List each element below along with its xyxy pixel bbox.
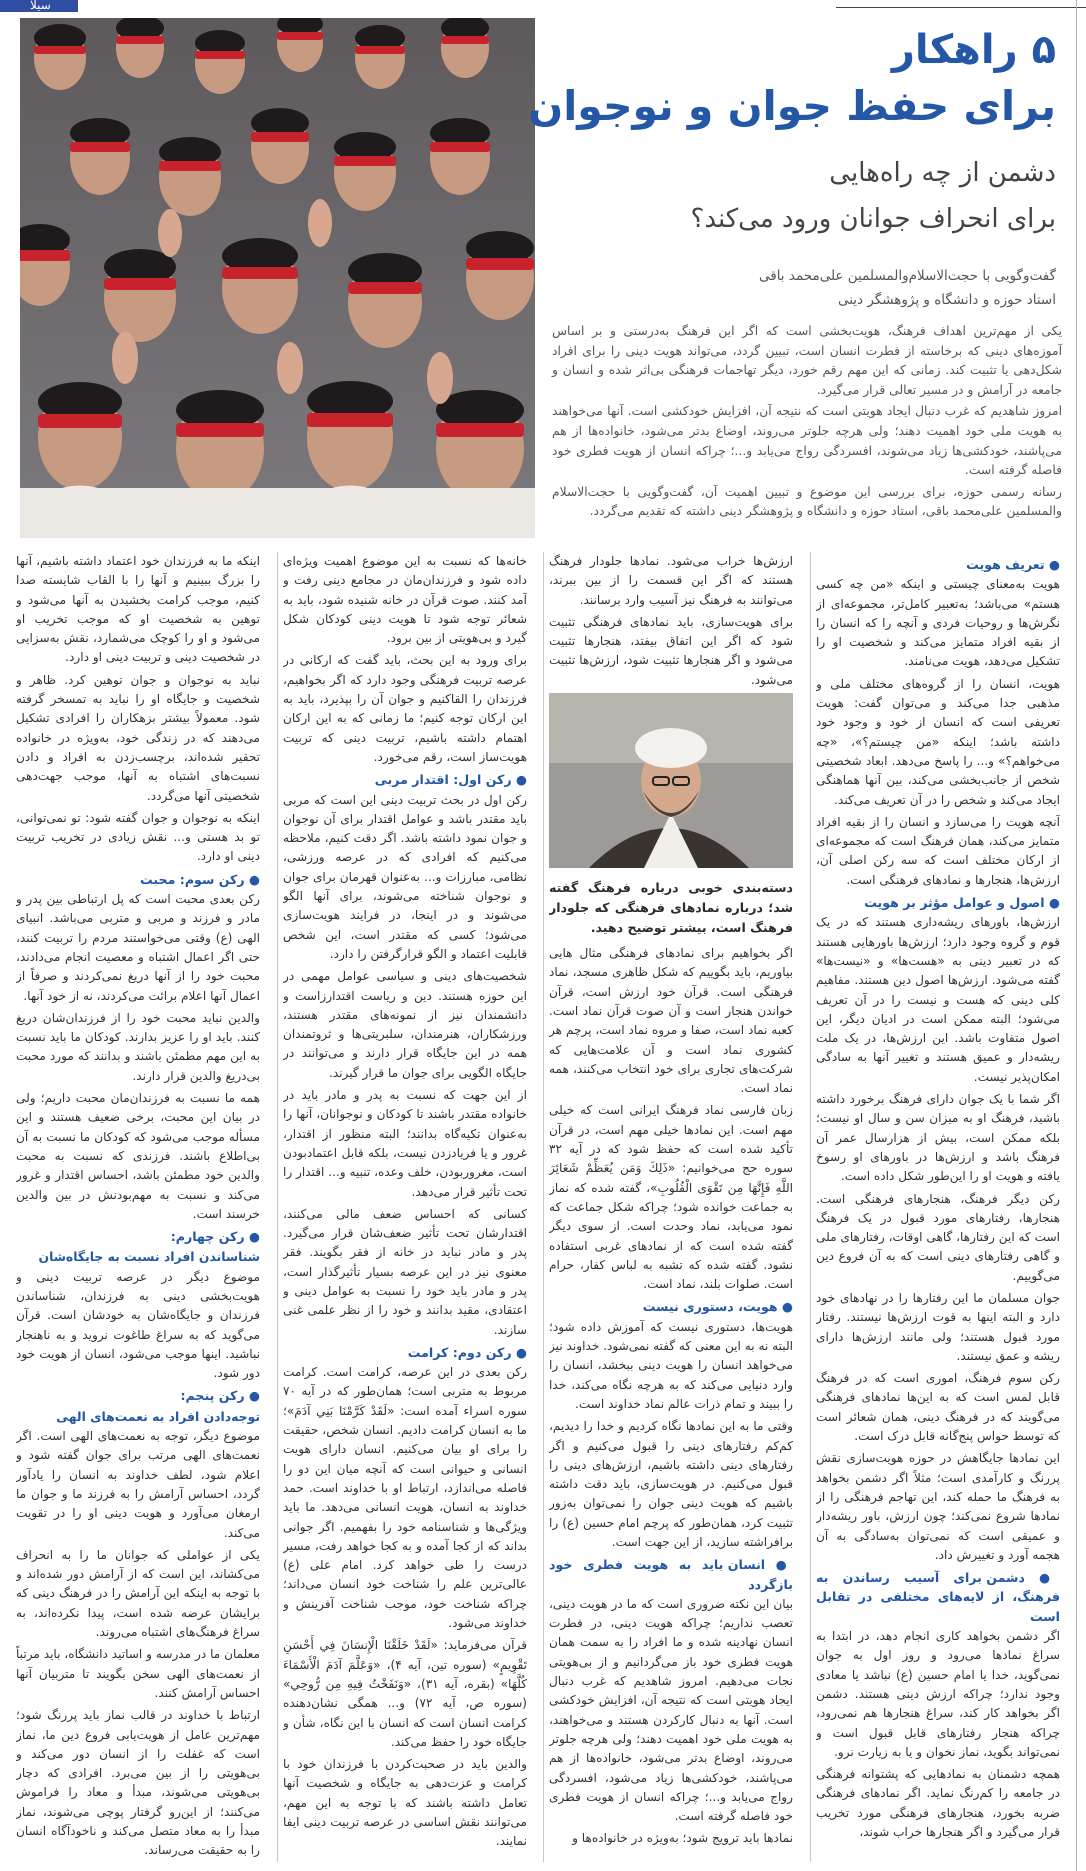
interview-credit bbox=[556, 264, 1056, 312]
paragraph: نمادها باید ترویج شود؛ به‌ویژه در خانواده‌ها و bbox=[572, 1831, 793, 1846]
crowd-photo bbox=[20, 18, 535, 538]
paragraph: جوان مسلمان ما این رفتارها را در نهادهای خود دارد و البته اینها به قوت ارزش‌ها نیستند. رفتار مورد قبول هستند؛ ولی مانند ارزش‌ها دارای ریشه و عمق نیستند. bbox=[816, 1290, 1060, 1363]
masthead-fragment: سیلا bbox=[30, 0, 51, 12]
interview-line-2: استاد حوزه و دانشگاه و پژوهشگر دینی bbox=[837, 292, 1056, 308]
bullet-icon: ● bbox=[244, 871, 260, 887]
column-2 bbox=[549, 552, 793, 1862]
paragraph: هویت، انسان را از گروه‌های مختلف ملی و مذهبی جدا می‌کند و می‌توان گفت: هویت تعریفی است که انسان از خود و وجود خود داشته باشد؛ اینکه «من چیستم؟»، «چه می‌خواهم؟» و... را پاسخ می‌دهد. ابعاد شخصیتی شخص از جانب‌بخشی می‌کند، بین آنها هماهنگی ایجاد می‌کند و شخص را در آن تعریف می‌کند. bbox=[816, 676, 1060, 807]
bullet-icon: ● bbox=[244, 1388, 260, 1404]
paragraph: رکن اول در بحث تربیت دینی این است که مربی باید مقتدر باشد و عوامل اقتدار برای آن نوجوان و جوان نمود داشته باشد. اگر دقت کنیم، ملاحظه می‌کنیم که افرادی که در عرصه ورزشی، نظامی، مبارزات و... به‌عنوان قهرمان برای جوان و نوجوان شناخته می‌شوند، برای آنها الگو می‌شوند و در اینجا، در فرایند هویت‌سازی می‌شود؛ کسی که مقتدر است، این شخص قابلیت اعتماد و الگو قرارگرفتن را دارد. bbox=[283, 792, 527, 961]
paragraph: شخصیت‌های دینی و سیاسی عوامل مهمی در این حوزه هستند. دین و ریاست اقتدارزاست و دانشمندان نیز از نمونه‌های مقتدر هستند، ورزشکاران، هنرمندان، سلبریتی‌ها و ثروتمندان همه در این جایگاه قرار دارند و می‌توانند در جایگاه الگویی برای جوان ما قرار گیرند. bbox=[283, 969, 527, 1080]
column-rule bbox=[543, 552, 544, 1862]
headline bbox=[528, 22, 1056, 134]
article-body bbox=[16, 552, 1060, 1862]
section-heading bbox=[16, 870, 260, 889]
paragraph: رکن بعدی محبت است که پل ارتباطی بین پدر و مادر و فرزند و مربی و متربی می‌باشد. انبیای الهی (ع) وقتی می‌خواستند مردم را تربیت کنند، حتی اگر اعمال اشتباه و معصیت انجام می‌دادند، محبت خود را از آنها دریغ نمی‌کردند و صرفاً از اعمال آنها اعلام برائت می‌کردند، نه از خود آنها. bbox=[16, 892, 260, 1003]
paragraph: بیان این نکته ضروری است که ما در هویت دینی، تعصب نداریم؛ چراکه هویت دینی، در فطرت انسان نهادینه شده و ما افراد را به سمت همان هویت فطری خود باز می‌گردانیم و از بی‌هویتی نجات می‌دهیم. امروز شاهدیم که غرب دنبال ایجاد هویتی است که نتیجه آن، افزایش خودکشی است. آنها به دنبال کارکردن هستند و می‌خواهند، به هویت ملی خود اهمیت دهند؛ ولی هرچه جلوتر می‌روند، اوضاع بدتر می‌شود، خانواده‌ها از هم می‌پاشند، خودکشی‌ها زیاد می‌شود، افسردگی رواج می‌یابد و...؛ چراکه انسان از هویت فطری خود فاصله گرفته است. bbox=[549, 1596, 793, 1824]
paragraph: خانه‌ها که نسبت به این موضوع اهمیت ویژه‌ای داده شود و فرزندان‌مان در مجامع دینی رفت و آمد کنند. صوت قرآن در خانه شنیده شود، باید به شعائر توجه شود تا هویت دینی کودکان شکل گیرد و بی‌هویتی از بین برود. bbox=[283, 554, 527, 646]
paragraph: همه ما نسبت به فرزندان‌مان محبت داریم؛ ولی در بیان این محبت، برخی ضعیف هستند و این مسأله موجب می‌شود که کودکان ما نسبت به آن بی‌اطلاع باشند. فرزندی که نسبت به محبت والدین خود مطمئن باشد، احساس اقتدار و غرور می‌کند و نسبت به مهم‌بودنش در بین والدین خرسند است. bbox=[16, 1091, 260, 1221]
headline-line-2: برای حفظ جوان و نوجوان bbox=[528, 82, 1056, 130]
pull-quote: دسته‌بندی خوبی درباره فرهنگ گفته شد؛ درباره نمادهای فرهنگی که جلودار فرهنگ است، بیشتر توضیح دهید. bbox=[549, 880, 793, 936]
section-subheading: شناساندن افراد نسبت به جایگاه‌شان bbox=[38, 1249, 260, 1265]
paragraph: اینکه به نوجوان و جوان گفته شود: تو نمی‌توانی، تو بد هستی و... نقش زیادی در تخریب تربیت دینی او دارد. bbox=[16, 810, 260, 864]
bullet-icon: ● bbox=[244, 1229, 260, 1245]
paragraph: آنچه هویت را می‌سازد و انسان را از بقیه افراد متمایز می‌کند، همان فرهنگ است که مجموعه‌ای از ارکان مختلف است که سه رکن اصلی آن، ارزش‌ها، هنجارها و نمادهای فرهنگی است. bbox=[816, 814, 1060, 887]
subheadline bbox=[556, 150, 1056, 242]
page-edge-rule bbox=[1076, 0, 1077, 1871]
section-heading-text: انسان باید به هویت فطری خود بازگردد bbox=[549, 1557, 793, 1592]
bullet-icon: ● bbox=[777, 1299, 793, 1315]
paragraph: هویت‌ها، دستوری نیست که آموزش داده شود؛ البته نه به این معنی که گفته نمی‌شود. خداوند نیز می‌خواهد انسان را هویت دینی ببخشد، انسان را وارد دنیایی می‌کند که به هرچه نگاه می‌کند، خدا را ببیند و تمام ذرات عالم نماد خداوند است. bbox=[549, 1319, 793, 1411]
paragraph: یکی از عواملی که جوانان ما را به انحراف می‌کشاند، این است که از آرامش دور شده‌اند و با توجه به اینکه این آرامش را در فرهنگ دینی که برایشان عرضه شده است، پیدا نکرده‌اند، به سراغ فرهنگ‌های اشتباه می‌روند. bbox=[16, 1547, 260, 1640]
column-1 bbox=[816, 552, 1060, 1862]
paragraph: ارزش‌ها خراب می‌شود. نمادها جلودار فرهنگ هستند که اگر این قسمت را از بین ببرند، می‌توانند به فرهنگ نیز آسیب وارد برسانند. bbox=[549, 554, 793, 607]
paragraph: هویت به‌معنای چیستی و اینکه «من چه کسی هستم» می‌باشد؛ به‌تعبیر کامل‌تر، مجموعه‌ای از نگرش‌ها و روحیات فردی و آنچه را که انسان را از بقیه افراد متمایز می‌کند و شخصیت او را تشکیل می‌دهد، هویت می‌نامند. bbox=[816, 577, 1060, 669]
paragraph: زبان فارسی نماد فرهنگ ایرانی است که خیلی مهم است. این نمادها خیلی مهم است، در قرآن تأکید شده است که حفظ شود که در آیه ۳۲ سوره حج می‌خوانیم: «ذَلِكَ وَمَن يُعَظِّمْ شَعَائِرَ اللَّهِ فَإِنَّهَا مِن تَقْوَى الْقُلُوبِ»، گفته شده که نماز به جماعت خوانده شود؛ چراکه شکل جماعت که نمود می‌یابد، نماد وحدت است. از سوی دیگر گفته شده است که از نمادهای غربی استفاده نشود. گفته شده که تشبه به لباس کفار، حرام است. صلوات بلند، نماد است. bbox=[549, 1103, 793, 1292]
headline-line-1: ۵ راهکار bbox=[891, 27, 1056, 73]
cleric-portrait bbox=[549, 693, 793, 868]
paragraph: ارتباط با خداوند در قالب نماز باید پررنگ شود؛ مهم‌ترین عامل از هویت‌یابی فروع دین ما، نماز است که غفلت را از انسان دور می‌کند و بی‌هویتی را از بین می‌برد. افرادی که دچار بی‌هویتی می‌شوند، مبدأ و معاد را فراموش می‌کنند؛ از این‌رو گرفتار پوچی می‌شوند، نماز مبدأ را به معاد متصل می‌کند و ناخودآگاه انسان را به حقیقت می‌رساند. bbox=[16, 1708, 260, 1858]
column-rule bbox=[277, 552, 278, 1862]
top-bar bbox=[0, 0, 1086, 14]
paragraph: اینکه ما به فرزندان خود اعتماد داشته باشیم، آنها را بزرگ ببینیم و آنها را با القاب شایسته صدا کنیم، موجب کرامت بخشیدن به آنها می‌شود و توهین به شخصیت او که موجب تخریب او می‌شود و او را کوچک می‌شمارد، نقش به‌سزایی در شخصیت دینی و تربیت دینی او دارد. bbox=[16, 554, 260, 665]
section-heading bbox=[549, 1297, 793, 1316]
section-heading bbox=[549, 1555, 793, 1594]
bullet-icon: ● bbox=[511, 1344, 527, 1360]
section-heading-text: رکن سوم: محبت bbox=[140, 871, 245, 887]
paragraph: معلمان ما در مدرسه و اساتید دانشگاه، باید مرتباً از نعمت‌های الهی سخن بگویند تا متربیان آنها احساس آرامش کنند. bbox=[16, 1647, 260, 1700]
paragraph: از این جهت که نسبت به پدر و مادر باید در خانواده مقتدر باشند تا کودکان و نوجوانان، آنها را به‌عنوان تکیه‌گاه بدانند؛ البته منظور از اقتدار، غرور و یا فریادزدن نیست، بلکه قابل اعتمادبودن است، مغروربودن، خلف وعده، تنبیه و... اقتدار را تحت تأثیر قرار می‌دهد. bbox=[283, 1088, 527, 1199]
paragraph: این نمادها جایگاهش در حوزه هویت‌سازی نقش پررنگ و کارآمدی است؛ مثلاً اگر دشمن بخواهد به فرهنگ ما حمله کند، این تهاجم فرهنگی را از نمادها شروع نمی‌کند؛ چون ارزش، باور ریشه‌دار و عمیقی است که نمی‌توان به‌سادگی به آن هجمه آورد و تغییرش داد. bbox=[816, 1451, 1060, 1562]
column-rule bbox=[810, 552, 811, 1862]
paragraph: اگر دشمن بخواهد کاری انجام دهد، در ابتدا به سراغ نمادها می‌رود و روز اول به جوان نمی‌گوید، خدا یا امام حسین (ع) نباشد یا معادی وجود ندارد؛ چراکه ارزش دینی هستند. دشمن اگر بخواهد کار کند، سراغ هنجارها هم نمی‌رود، چراکه هنجار رفتارهای قابل قبول است و نمی‌تواند بگوید، نماز نخوان و یا به زیارت نرو. bbox=[816, 1629, 1060, 1759]
bullet-icon: ● bbox=[1044, 895, 1060, 911]
section-heading bbox=[816, 555, 1060, 574]
paragraph: ارزش‌ها، باورهای ریشه‌داری هستند که در یک قوم و گروه وجود دارد؛ ارزش‌ها باورهایی هستند که در تعبیر دینی به «هست‌ها» و «نیست‌ها» گفته می‌شود. ارزش‌ها اصول دین هستند. مفاهیم کلی دینی که هست و نیست را در آن تعریف می‌شود؛ البته ممکن است در ادیان دیگر، این اصول متفاوت باشد. این ارزش‌ها، در یک ملت ریشه‌دار و عمیق هستند و تغییر آنها به سادگی امکان‌پذیر نیست. bbox=[816, 915, 1060, 1084]
bullet-icon: ● bbox=[511, 772, 527, 788]
paragraph: اگر شما با یک جوان دارای فرهنگ برخورد داشته باشید، فرهنگ او به میزان سن و سال او نیست؛ بلکه ممکن است، بیش از هزارسال عمر آن فرهنگ باشد و ارزش‌ها در باورهای او رسوخ یافته و هویت او را این‌طور شکل داده است. bbox=[816, 1092, 1060, 1184]
section-heading bbox=[283, 1343, 527, 1362]
paragraph: والدین باید در صحبت‌کردن با فرزندان خود با کرامت و عزت‌دهی به جایگاه و شخصیت آنها تعامل داشته باشند که با توجه به این مهم، می‌توانند نقش اساسی در عرصه تربیت دینی ایفا نمایند. bbox=[283, 1757, 527, 1849]
section-heading-text: اصول و عوامل مؤثر بر هویت bbox=[864, 895, 1045, 911]
section-heading-text: دشمن برای آسیب رساندن به فرهنگ، از لایه‌های مختلفی در تقابل است bbox=[816, 1570, 1060, 1624]
interview-line-1: گفت‌وگویی با حجت‌الاسلام‌والمسلمین علی‌محمد باقی bbox=[758, 268, 1056, 284]
section-heading-text: رکن پنجم: bbox=[180, 1388, 245, 1404]
section-heading bbox=[16, 1386, 260, 1405]
paragraph: موضوع دیگر، توجه به نعمت‌های الهی است. اگر نعمت‌های الهی مرتب برای جوان گفته شود و اعلام شود، لطف خداوند به انسان را یادآور گردد، احساس آرامش را به فرزند ما و جوان ما ارمغان می‌آورد و هویت دینی او را در تقویت می‌کند. bbox=[16, 1429, 260, 1540]
paragraph: اگر بخواهیم برای نمادهای فرهنگی مثال هایی بیاوریم، باید بگوییم که شکل ظاهری مسجد، نماد فرهنگی است. قرآن خود ارزش است، قرآن خواندن هنجار است و آن صوت قرآن نماد است. کعبه نماد است، صفا و مروه نماد است، پرچم هر کشوری نماد است و آن علامت‌هایی که شرکت‌های تجاری برای خود انتخاب می‌کنند، همه نماد است. bbox=[549, 946, 793, 1096]
paragraph: رکن دیگر فرهنگ، هنجارهای فرهنگی است. هنجارها، رفتارهای مورد قبول در یک فرهنگ است که این رفتارها، گاهی اوقات، رفتارهای ملی و گاهی رفتارهای دینی است که به آن فروع دین می‌گوییم. bbox=[816, 1191, 1060, 1283]
paragraph: رکن بعدی در این عرصه، کرامت است. کرامت مربوط به متربی است؛ همان‌طور که در آیه ۷۰ سوره اسراء آمده است: «لَقَدْ كَرَّمْنَا بَنِي آدَمَ»؛ ما به انسان کرامت دادیم. انسان شخص، حقیقت را برای او بیان می‌کنیم. انسان دارای هویت انسانی و حیوانی است که آنچه میان این دو را فاصله می‌اندازد، ارتباط او با خداوند است. حمد خداوند به انسان، هویت انسانی می‌دهد. ما باید ویژگی‌ها و شناسنامه خود را بفهمیم. اگر جوانی بداند که از کجا آمده و به کجا خواهد رفت، مسیر درست را طی خواهد کرد. امام علی (ع) عالی‌ترین علم را شناخت خود انسان می‌داند؛ چراکه شناخت خود، موجب شناخت آفرینش و خداوند می‌شود. bbox=[283, 1365, 527, 1631]
section-heading-text: تعریف هویت bbox=[966, 557, 1045, 572]
subheadline-line-1: دشمن از چه راه‌هایی bbox=[829, 158, 1056, 188]
lede-paragraph: رسانه رسمی حوزه، برای بررسی این موضوع و تبیین اهمیت آن، گفت‌وگویی با حجت‌الاسلام والمسلمین علی‌محمد باقی، استاد حوزه و دانشگاه و پژوهشگر دینی داشته که تقدیم می‌گردد. bbox=[552, 484, 1062, 519]
section-heading-text: هویت، دستوری نیست bbox=[642, 1299, 778, 1315]
paragraph: نباید به نوجوان و جوان توهین کرد. ظاهر و شخصیت و جایگاه او را نباید به تمسخر گرفته شود. معمولاً بیشتر بزهکاران را افرادی تشکیل می‌دهند که در زندگی خود، به‌ویژه در خانواده تحقیر شده‌اند، برچسب‌زدن به افراد و دادن نسبت‌های اشتباه به آنها، موجب جهت‌دهی شخصیتی آنها می‌گردد. bbox=[16, 672, 260, 803]
masthead-tab bbox=[0, 0, 78, 12]
section-heading-text: رکن دوم: کرامت bbox=[407, 1344, 512, 1360]
paragraph: کسانی که احساس ضعف مالی می‌کنند، اقتدارشان تحت تأثیر ضعف‌شان قرار می‌گیرد. پدر و مادر نباید در خانه از فقر بگویند. فقر معنوی نیز در این عرصه بسیار تأثیرگذار است، پدر و مادر باید خود را نسبت به عوامل دینی و اعتقادی، مقید بدانند و خود را از نظر علمی غنی سازند. bbox=[283, 1206, 527, 1337]
lede bbox=[552, 322, 1062, 524]
paragraph: رکن سوم فرهنگ، اموری است که در فرهنگ قابل لمس است که به این‌ها نمادهای فرهنگی می‌گویند که در فرهنگ دینی، همان شعائر است که توسط حواس پنج‌گانه قابل درک است. bbox=[816, 1371, 1060, 1444]
lede-paragraph: یکی از مهم‌ترین اهداف فرهنگ، هویت‌بخشی است که اگر این فرهنگ به‌درستی و بر اساس آموزه‌های دینی که برخاسته از فطرت انسان است، تبیین گردد، می‌تواند هویت دینی را برای افراد شکل‌دهی یا تثبیت کند. زمانی که این مهم رقم خورد، دیگر تهاجمات فرهنگی بی‌اثر شده و انسان و جامعه در آرامش و در مسیر تعالی قرار می‌گیرد. bbox=[552, 324, 1062, 397]
section-heading bbox=[816, 1568, 1060, 1626]
paragraph: برای هویت‌سازی، باید نمادهای فرهنگی تثبیت شود که اگر این اتفاق بیفتد، هنجارها تثبیت می‌شود و اگر هنجارها تثبیت شود، ارزش‌ها تثبیت می‌شود. bbox=[549, 614, 793, 687]
section-subheading: توجه‌دادن افراد به نعمت‌های الهی bbox=[56, 1408, 260, 1424]
section-heading-text: رکن چهارم: bbox=[170, 1229, 245, 1245]
paragraph: قرآن می‌فرماید: «لَقَدْ خَلَقْنَا الْإِنسَانَ فِي أَحْسَنِ تَقْوِيمٍ» (سوره تین، آیه ۴)، «وَعَلَّمَ آدَمَ الْأَسْمَاءَ كُلَّهَا» (بقره، آیه ۳۱)، «وَنَفَخْتُ فِيهِ مِن رُّوحِي» (سوره ص، آیه ۷۲) و... همگی نشان‌دهنده کرامت انسان است که انسان با این نگاه، شأن و جایگاه خود را حفظ می‌کند. bbox=[283, 1638, 527, 1749]
column-3 bbox=[283, 552, 527, 1862]
bullet-icon: ● bbox=[1024, 1570, 1060, 1586]
paragraph: همچه دشمنان به نمادهایی که پشتوانه فرهنگی در جامعه را کم‌رنگ نماید. اگر نمادهای فرهنگی ضربه بخورد، هنجارهای فرهنگی مورد تخریب قرار می‌گیرد و اگر هنجارها خراب شوند، bbox=[816, 1767, 1060, 1839]
subheadline-line-2: برای انحراف جوانان ورود می‌کند؟ bbox=[690, 204, 1056, 234]
column-4 bbox=[16, 552, 260, 1862]
paragraph: موضوع دیگر در عرصه تربیت دینی و هویت‌بخشی دینی به فرزندان، شناساندن فرزندان و جایگاه‌شان به خودشان است. قرآن می‌گوید که به سراغ طاغوت نروید و به ناهنجار نباشید. اینها موجب می‌شود، انسان از هویت خود دور شود. bbox=[16, 1269, 260, 1381]
paragraph: برای ورود به این بحث، باید گفت که ارکانی در عرصه تربیت فرهنگی وجود دارد که اگر بخواهیم، فرزندان را القاکنیم و جوان آن را بپذیرد، باید به این ارکان توجه کنیم؛ ما زمانی که به این ارکان اهتمام داشته باشیم، تربیت دینی که تربیت هویت‌ساز است، رقم می‌خورد. bbox=[283, 653, 527, 764]
section-heading bbox=[283, 770, 527, 789]
paragraph: والدین نباید محبت خود را از فرزندان‌شان دریغ کنند. باید او را عزیز بدارند. کودکان ما باید نسبت به این مهم مطمئن باشند و بدانند که مورد محبت بی‌دریغ والدین قرار دارند. bbox=[16, 1010, 260, 1083]
header-rule bbox=[836, 0, 1086, 8]
paragraph: وقتی ما به این نمادها نگاه کردیم و خدا را دیدیم، کم‌کم رفتارهای دینی را قبول می‌کنیم و اگر رفتارهای دینی داشته باشیم، ارزش‌های دینی را قبول می‌کنیم. در هویت‌سازی، باید دقت داشته باشیم که هویت دینی جوان را نمی‌توان به‌زور تثبیت کرد، همان‌طور که پرچم امام حسین (ع) را برافراشته سازید، از این جهت است. bbox=[549, 1419, 793, 1549]
bullet-icon: ● bbox=[765, 1557, 793, 1573]
section-heading bbox=[816, 893, 1060, 912]
section-heading bbox=[16, 1227, 260, 1246]
bullet-icon: ● bbox=[1044, 557, 1060, 572]
lede-paragraph: امروز شاهدیم که غرب دنبال ایجاد هویتی است که نتیجه آن، افزایش خودکشی است. آنها می‌خواهند به هویت ملی خود اهمیت دهند؛ ولی هرچه جلوتر می‌روند، اوضاع بدتر می‌شود، خانواده‌ها از هم می‌پاشند، خودکشی‌ها زیاد می‌شوند، افسردگی رواج می‌یابد و...؛ چراکه انسان از هویت فطری خود فاصله گرفته است. bbox=[552, 404, 1062, 478]
section-heading-text: رکن اول: اقتدار مربی bbox=[374, 772, 512, 788]
